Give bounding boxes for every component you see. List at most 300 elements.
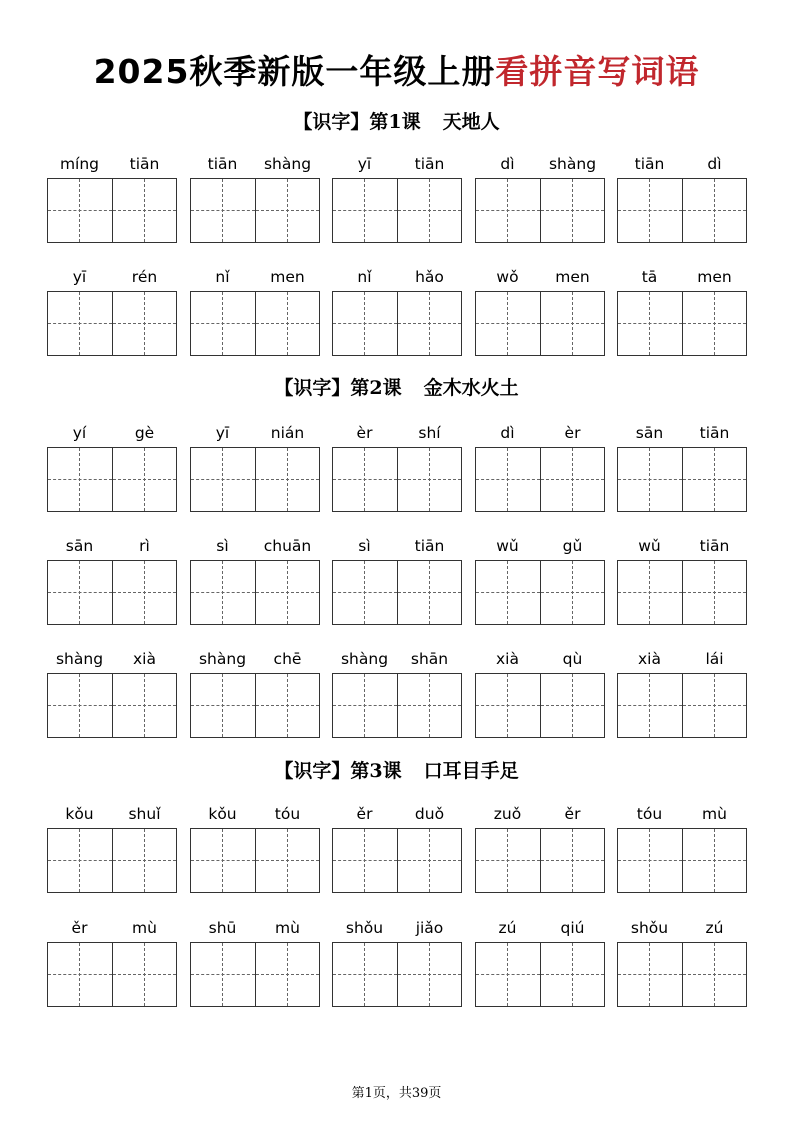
guide-line-vertical xyxy=(714,292,715,355)
pinyin-label: nián xyxy=(270,424,305,442)
pinyin-label: dì xyxy=(707,155,722,173)
pinyin-label: tóu xyxy=(636,805,663,823)
tianzige-grid xyxy=(47,178,177,243)
pinyin-label: hǎo xyxy=(415,268,444,286)
lesson-number: 第3课 xyxy=(350,760,402,782)
writing-cell[interactable] xyxy=(682,292,747,355)
pinyin-label: gè xyxy=(134,424,155,442)
pinyin-label: lái xyxy=(705,650,724,668)
tianzige-grid xyxy=(475,178,605,243)
guide-line-vertical xyxy=(144,943,145,1006)
pinyin-label: dì xyxy=(500,155,515,173)
tianzige-grid xyxy=(190,447,320,512)
tianzige-grid xyxy=(617,942,747,1007)
word-item xyxy=(617,647,747,747)
pinyin-label: men xyxy=(555,268,590,286)
writing-cell[interactable] xyxy=(682,829,747,892)
writing-cell[interactable] xyxy=(333,292,397,355)
guide-line-vertical xyxy=(649,561,650,624)
guide-line-vertical xyxy=(572,829,573,892)
guide-line-vertical xyxy=(507,448,508,511)
pinyin-label: shàng xyxy=(548,155,597,173)
guide-line-vertical xyxy=(144,448,145,511)
title-highlight: 看拼音写词语 xyxy=(495,52,700,91)
word-item xyxy=(47,802,177,902)
pinyin-label: tiān xyxy=(414,537,445,555)
word-item xyxy=(617,152,747,252)
writing-cell[interactable] xyxy=(476,561,540,624)
guide-line-vertical xyxy=(714,943,715,1006)
tianzige-grid xyxy=(47,291,177,356)
pinyin-label: wǔ xyxy=(496,537,519,555)
writing-cell[interactable] xyxy=(48,561,112,624)
lesson-tag: 【识字】 xyxy=(274,377,351,399)
guide-line-vertical xyxy=(714,448,715,511)
tianzige-grid xyxy=(190,673,320,738)
writing-cell[interactable] xyxy=(112,179,177,242)
writing-cell[interactable] xyxy=(112,292,177,355)
word-row xyxy=(0,647,793,747)
guide-line-vertical xyxy=(714,561,715,624)
pinyin-label: tiān xyxy=(699,537,730,555)
pinyin-label: kǒu xyxy=(208,805,237,823)
guide-line-vertical xyxy=(507,829,508,892)
writing-cell[interactable] xyxy=(397,674,462,737)
guide-line-vertical xyxy=(429,674,430,737)
writing-cell[interactable] xyxy=(333,674,397,737)
word-item xyxy=(47,916,177,1016)
writing-cell[interactable] xyxy=(540,829,605,892)
writing-cell[interactable] xyxy=(540,292,605,355)
word-item xyxy=(190,421,320,521)
guide-line-vertical xyxy=(714,829,715,892)
pinyin-label: shuǐ xyxy=(128,805,161,823)
tianzige-grid xyxy=(332,942,462,1007)
guide-line-vertical xyxy=(79,561,80,624)
writing-cell[interactable] xyxy=(476,943,540,1006)
writing-cell[interactable] xyxy=(112,829,177,892)
guide-line-vertical xyxy=(364,179,365,242)
writing-cell[interactable] xyxy=(333,448,397,511)
pinyin-label: zú xyxy=(498,919,517,937)
pinyin-label: shǒu xyxy=(345,919,384,937)
writing-cell[interactable] xyxy=(191,674,255,737)
word-item xyxy=(617,421,747,521)
writing-cell[interactable] xyxy=(48,448,112,511)
tianzige-grid xyxy=(475,828,605,893)
word-item xyxy=(47,647,177,747)
writing-cell[interactable] xyxy=(397,448,462,511)
pinyin-label: duǒ xyxy=(414,805,445,823)
writing-cell[interactable] xyxy=(476,179,540,242)
pinyin-label: wǒ xyxy=(496,268,519,286)
writing-cell[interactable] xyxy=(540,561,605,624)
writing-cell[interactable] xyxy=(255,943,320,1006)
word-item xyxy=(47,152,177,252)
pinyin-label: xià xyxy=(133,650,156,668)
guide-line-vertical xyxy=(222,674,223,737)
word-item xyxy=(190,802,320,902)
lesson-topic: 金木水火土 xyxy=(423,377,519,399)
word-item xyxy=(332,421,462,521)
writing-cell[interactable] xyxy=(476,674,540,737)
writing-cell[interactable] xyxy=(255,674,320,737)
tianzige-grid xyxy=(332,828,462,893)
pinyin-label: tóu xyxy=(274,805,301,823)
tianzige-grid xyxy=(332,560,462,625)
guide-line-vertical xyxy=(222,292,223,355)
word-item xyxy=(475,647,605,747)
guide-line-vertical xyxy=(144,674,145,737)
guide-line-vertical xyxy=(572,674,573,737)
writing-cell[interactable] xyxy=(191,561,255,624)
guide-line-vertical xyxy=(144,561,145,624)
guide-line-vertical xyxy=(222,943,223,1006)
pinyin-label: shǒu xyxy=(630,919,669,937)
lesson-heading-2 xyxy=(0,374,793,402)
writing-cell[interactable] xyxy=(191,829,255,892)
writing-cell[interactable] xyxy=(191,179,255,242)
guide-line-vertical xyxy=(649,829,650,892)
writing-cell[interactable] xyxy=(255,829,320,892)
word-row xyxy=(0,534,793,634)
writing-cell[interactable] xyxy=(540,448,605,511)
guide-line-vertical xyxy=(364,829,365,892)
word-row xyxy=(0,421,793,521)
writing-cell[interactable] xyxy=(333,561,397,624)
guide-line-vertical xyxy=(429,561,430,624)
guide-line-vertical xyxy=(79,829,80,892)
guide-line-vertical xyxy=(649,448,650,511)
writing-cell[interactable] xyxy=(397,943,462,1006)
pinyin-label: sān xyxy=(635,424,664,442)
guide-line-vertical xyxy=(287,448,288,511)
pinyin-label: yī xyxy=(357,155,372,173)
writing-cell[interactable] xyxy=(476,448,540,511)
word-item xyxy=(190,647,320,747)
writing-cell[interactable] xyxy=(682,561,747,624)
pinyin-label: shàng xyxy=(263,155,312,173)
guide-line-vertical xyxy=(144,292,145,355)
word-item xyxy=(475,916,605,1016)
guide-line-vertical xyxy=(507,179,508,242)
lesson-heading-3 xyxy=(0,757,793,785)
word-row xyxy=(0,265,793,365)
word-item xyxy=(47,534,177,634)
lesson-heading-1 xyxy=(0,108,793,136)
tianzige-grid xyxy=(47,673,177,738)
writing-cell[interactable] xyxy=(618,448,682,511)
lesson-tag: 【识字】 xyxy=(293,111,370,133)
word-item xyxy=(475,534,605,634)
word-item xyxy=(332,152,462,252)
page-title xyxy=(0,48,793,96)
pinyin-label: tiān xyxy=(207,155,238,173)
pinyin-label: ěr xyxy=(564,805,581,823)
writing-cell[interactable] xyxy=(397,292,462,355)
pinyin-label: men xyxy=(697,268,732,286)
guide-line-vertical xyxy=(572,179,573,242)
pinyin-label: wǔ xyxy=(638,537,661,555)
pinyin-label: tā xyxy=(641,268,658,286)
pinyin-label: yī xyxy=(215,424,230,442)
writing-cell[interactable] xyxy=(255,292,320,355)
writing-cell[interactable] xyxy=(618,943,682,1006)
word-item xyxy=(190,534,320,634)
word-item xyxy=(332,265,462,365)
guide-line-vertical xyxy=(364,943,365,1006)
word-item xyxy=(190,916,320,1016)
writing-cell[interactable] xyxy=(476,292,540,355)
pinyin-label: shàng xyxy=(340,650,389,668)
tianzige-grid xyxy=(617,828,747,893)
pinyin-label: sì xyxy=(216,537,229,555)
writing-cell[interactable] xyxy=(618,179,682,242)
pinyin-label: xià xyxy=(638,650,661,668)
word-item xyxy=(332,916,462,1016)
guide-line-vertical xyxy=(287,674,288,737)
lesson-topic: 天地人 xyxy=(442,111,500,133)
pinyin-label: èr xyxy=(564,424,581,442)
pinyin-label: yī xyxy=(72,268,87,286)
writing-cell[interactable] xyxy=(255,561,320,624)
writing-cell[interactable] xyxy=(112,448,177,511)
word-row xyxy=(0,916,793,1016)
lesson-tag: 【识字】 xyxy=(274,760,351,782)
pinyin-label: shān xyxy=(410,650,449,668)
tianzige-grid xyxy=(190,828,320,893)
word-item xyxy=(47,265,177,365)
guide-line-vertical xyxy=(222,448,223,511)
tianzige-grid xyxy=(475,560,605,625)
guide-line-vertical xyxy=(222,179,223,242)
tianzige-grid xyxy=(332,291,462,356)
title-main: 2025秋季新版一年级上册 xyxy=(93,52,496,91)
pinyin-label: tiān xyxy=(699,424,730,442)
pinyin-label: kǒu xyxy=(65,805,94,823)
tianzige-grid xyxy=(47,942,177,1007)
pinyin-label: zuǒ xyxy=(493,805,522,823)
writing-cell[interactable] xyxy=(682,674,747,737)
writing-cell[interactable] xyxy=(191,292,255,355)
guide-line-vertical xyxy=(649,179,650,242)
writing-cell[interactable] xyxy=(476,829,540,892)
writing-cell[interactable] xyxy=(682,179,747,242)
word-item xyxy=(332,802,462,902)
tianzige-grid xyxy=(475,291,605,356)
guide-line-vertical xyxy=(287,829,288,892)
guide-line-vertical xyxy=(714,179,715,242)
writing-cell[interactable] xyxy=(540,179,605,242)
writing-cell[interactable] xyxy=(48,292,112,355)
guide-line-vertical xyxy=(364,448,365,511)
pinyin-label: nǐ xyxy=(357,268,372,286)
tianzige-grid xyxy=(617,291,747,356)
guide-line-vertical xyxy=(507,292,508,355)
guide-line-vertical xyxy=(572,943,573,1006)
writing-cell[interactable] xyxy=(618,292,682,355)
pinyin-label: jiǎo xyxy=(415,919,444,937)
tianzige-grid xyxy=(190,560,320,625)
tianzige-grid xyxy=(190,291,320,356)
writing-cell[interactable] xyxy=(397,829,462,892)
guide-line-vertical xyxy=(364,674,365,737)
writing-cell[interactable] xyxy=(618,674,682,737)
tianzige-grid xyxy=(617,560,747,625)
writing-cell[interactable] xyxy=(333,943,397,1006)
writing-cell[interactable] xyxy=(48,674,112,737)
pinyin-label: dì xyxy=(500,424,515,442)
pinyin-label: qiú xyxy=(560,919,585,937)
pinyin-label: xià xyxy=(496,650,519,668)
writing-cell[interactable] xyxy=(333,179,397,242)
tianzige-grid xyxy=(617,673,747,738)
tianzige-grid xyxy=(475,447,605,512)
writing-cell[interactable] xyxy=(255,179,320,242)
guide-line-vertical xyxy=(79,179,80,242)
guide-line-vertical xyxy=(429,179,430,242)
guide-line-vertical xyxy=(429,448,430,511)
writing-cell[interactable] xyxy=(48,829,112,892)
tianzige-grid xyxy=(47,560,177,625)
tianzige-grid xyxy=(617,447,747,512)
writing-cell[interactable] xyxy=(48,179,112,242)
writing-cell[interactable] xyxy=(191,943,255,1006)
writing-cell[interactable] xyxy=(397,561,462,624)
writing-cell[interactable] xyxy=(397,179,462,242)
writing-cell[interactable] xyxy=(112,674,177,737)
word-row xyxy=(0,802,793,902)
guide-line-vertical xyxy=(649,943,650,1006)
writing-cell[interactable] xyxy=(112,561,177,624)
pinyin-label: ěr xyxy=(71,919,88,937)
pinyin-label: shí xyxy=(418,424,441,442)
pinyin-label: shàng xyxy=(55,650,104,668)
guide-line-vertical xyxy=(287,943,288,1006)
guide-line-vertical xyxy=(144,829,145,892)
word-item xyxy=(475,152,605,252)
guide-line-vertical xyxy=(572,561,573,624)
pinyin-label: sì xyxy=(358,537,371,555)
guide-line-vertical xyxy=(649,292,650,355)
tianzige-grid xyxy=(190,178,320,243)
word-item xyxy=(190,265,320,365)
guide-line-vertical xyxy=(287,292,288,355)
guide-line-vertical xyxy=(364,292,365,355)
writing-cell[interactable] xyxy=(540,674,605,737)
writing-cell[interactable] xyxy=(255,448,320,511)
guide-line-vertical xyxy=(364,561,365,624)
pinyin-label: sān xyxy=(65,537,94,555)
word-item xyxy=(617,534,747,634)
word-item xyxy=(475,265,605,365)
guide-line-vertical xyxy=(507,674,508,737)
word-item xyxy=(190,152,320,252)
pinyin-label: gǔ xyxy=(562,537,583,555)
guide-line-vertical xyxy=(507,561,508,624)
lesson-number: 第1课 xyxy=(369,111,421,133)
writing-cell[interactable] xyxy=(682,943,747,1006)
pinyin-label: chuān xyxy=(263,537,312,555)
pinyin-label: tiān xyxy=(129,155,160,173)
lesson-number: 第2课 xyxy=(350,377,402,399)
pinyin-label: tiān xyxy=(414,155,445,173)
pinyin-label: rén xyxy=(131,268,158,286)
tianzige-grid xyxy=(47,447,177,512)
pinyin-label: shū xyxy=(208,919,237,937)
guide-line-vertical xyxy=(429,292,430,355)
word-item xyxy=(475,802,605,902)
guide-line-vertical xyxy=(287,179,288,242)
word-item xyxy=(332,534,462,634)
guide-line-vertical xyxy=(79,674,80,737)
tianzige-grid xyxy=(617,178,747,243)
pinyin-label: rì xyxy=(139,537,150,555)
writing-cell[interactable] xyxy=(333,829,397,892)
writing-cell[interactable] xyxy=(618,829,682,892)
guide-line-vertical xyxy=(572,292,573,355)
pinyin-label: yí xyxy=(72,424,87,442)
writing-cell[interactable] xyxy=(682,448,747,511)
word-item xyxy=(47,421,177,521)
word-row xyxy=(0,152,793,252)
tianzige-grid xyxy=(475,942,605,1007)
lesson-topic: 口耳目手足 xyxy=(423,760,519,782)
pinyin-label: men xyxy=(270,268,305,286)
tianzige-grid xyxy=(190,942,320,1007)
guide-line-vertical xyxy=(144,179,145,242)
guide-line-vertical xyxy=(79,292,80,355)
pinyin-label: mù xyxy=(275,919,300,937)
pinyin-label: èr xyxy=(356,424,373,442)
pinyin-label: mù xyxy=(702,805,727,823)
guide-line-vertical xyxy=(572,448,573,511)
guide-line-vertical xyxy=(79,448,80,511)
tianzige-grid xyxy=(332,178,462,243)
word-item xyxy=(332,647,462,747)
guide-line-vertical xyxy=(649,674,650,737)
writing-cell[interactable] xyxy=(618,561,682,624)
writing-cell[interactable] xyxy=(191,448,255,511)
tianzige-grid xyxy=(332,447,462,512)
pinyin-label: zú xyxy=(705,919,724,937)
word-item xyxy=(617,802,747,902)
pinyin-label: ěr xyxy=(356,805,373,823)
writing-cell[interactable] xyxy=(540,943,605,1006)
guide-line-vertical xyxy=(714,674,715,737)
word-item xyxy=(617,916,747,1016)
word-item xyxy=(475,421,605,521)
pinyin-label: qù xyxy=(562,650,583,668)
tianzige-grid xyxy=(47,828,177,893)
guide-line-vertical xyxy=(287,561,288,624)
pinyin-label: shàng xyxy=(198,650,247,668)
guide-line-vertical xyxy=(222,561,223,624)
writing-cell[interactable] xyxy=(112,943,177,1006)
pinyin-label: míng xyxy=(59,155,100,173)
pinyin-label: nǐ xyxy=(215,268,230,286)
guide-line-vertical xyxy=(79,943,80,1006)
pinyin-label: mù xyxy=(132,919,157,937)
writing-cell[interactable] xyxy=(48,943,112,1006)
page-footer: 第1页，共39页 xyxy=(351,1086,442,1101)
pinyin-label: tiān xyxy=(634,155,665,173)
tianzige-grid xyxy=(475,673,605,738)
guide-line-vertical xyxy=(429,943,430,1006)
tianzige-grid xyxy=(332,673,462,738)
guide-line-vertical xyxy=(507,943,508,1006)
pinyin-label: chē xyxy=(273,650,302,668)
